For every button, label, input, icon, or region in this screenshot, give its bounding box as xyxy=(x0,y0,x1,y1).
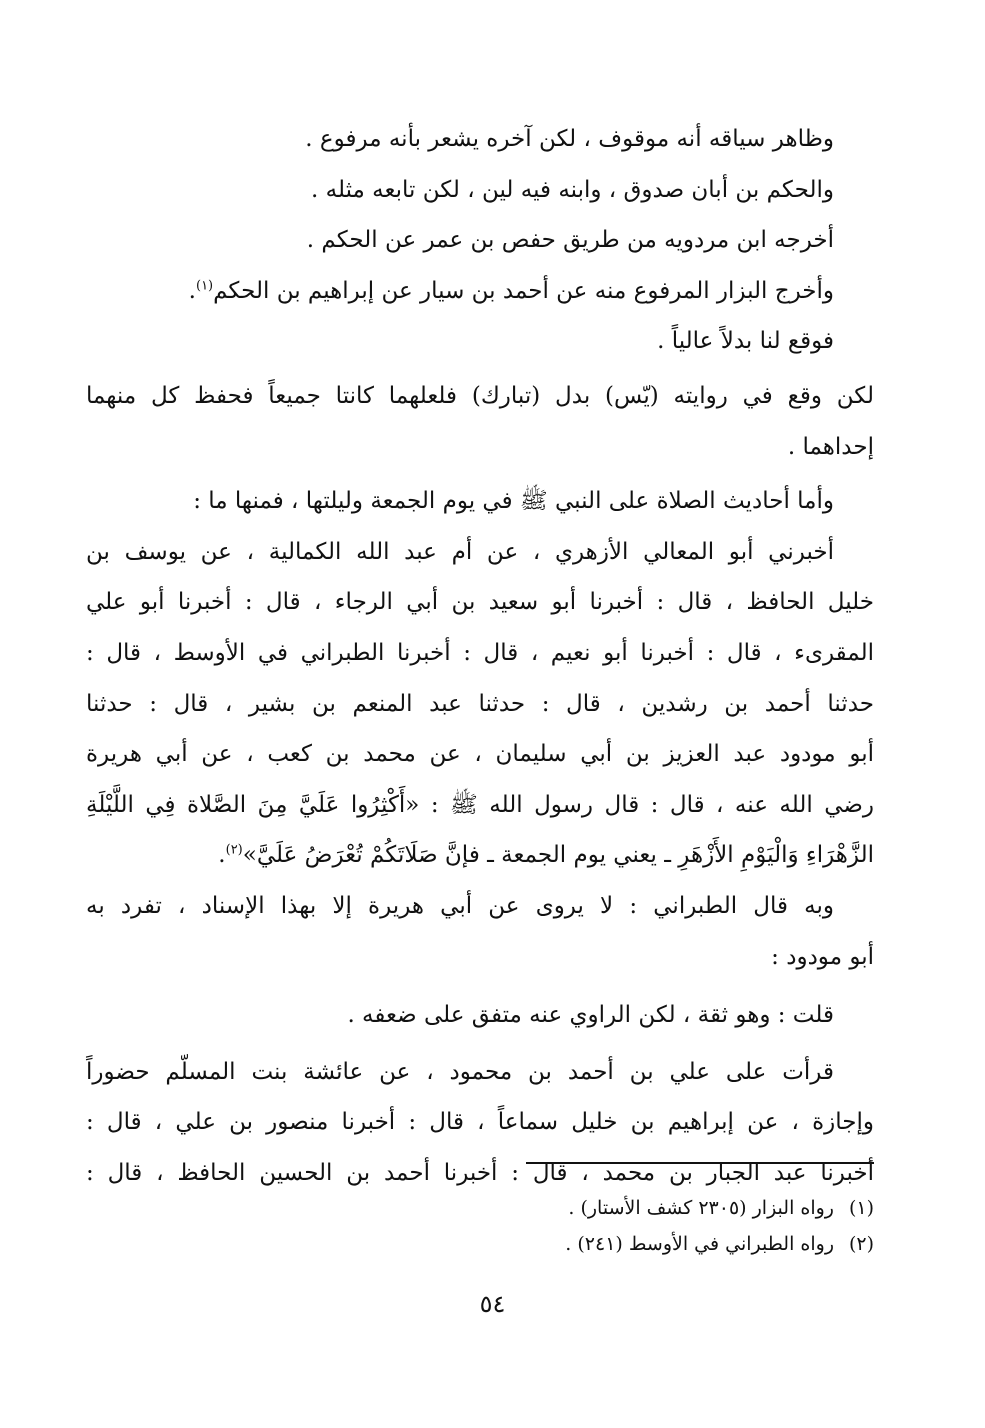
text-line: والحكم بن أبان صدوق ، وابنه فيه لين ، لكن تابعه مثله . xyxy=(311,176,834,203)
text-line: وبه قال الطبراني : لا يروى عن أبي هريرة إلا بهذا الإسناد ، تفرد به xyxy=(86,892,834,919)
main-text xyxy=(86,114,874,1198)
text-line-with-footnote xyxy=(86,830,874,881)
text-line: خليل الحافظ ، قال : أخبرنا أبو سعيد بن أبي الرجاء ، قال : أخبرنا أبو علي xyxy=(86,589,874,616)
footnote-1 xyxy=(300,1190,874,1226)
text-line: أخبرنا عبد الجبار بن محمد ، قال : أخبرنا أحمد بن الحسين الحافظ ، قال : xyxy=(86,1159,874,1186)
text-line: فوقع لنا بدلاً عالياً . xyxy=(657,328,834,355)
footnote-ref-1: (١) xyxy=(195,278,214,294)
text-line: قرأت على علي بن أحمد بن محمود ، عن عائشة بنت المسلّم حضوراً xyxy=(86,1058,834,1085)
footnote-ref-2: (٢) xyxy=(225,842,243,858)
sentence-end: . xyxy=(218,842,226,869)
text-line: إحداهما . xyxy=(787,433,874,460)
footnote-number: (٢) xyxy=(848,1233,874,1255)
sentence-end: . xyxy=(188,277,196,304)
footnotes xyxy=(300,1190,874,1262)
footnote-text: رواه الطبراني في الأوسط (٢٤١) . xyxy=(565,1233,834,1255)
text-line: أخرجه ابن مردويه من طريق حفص بن عمر عن الحكم . xyxy=(306,227,834,254)
text-line: رضي الله عنه ، قال : قال رسول الله ﷺ : «أَكْثِرُوا عَلَيَّ مِنَ الصَّلاة فِي اللَّيْلَةِ xyxy=(86,791,874,818)
text-line-content: الزَّهْرَاءِ وَالْيَوْمِ الأَزْهَرِ ـ يعني يوم الجمعة ـ فإنَّ صَلَاتَكُمْ تُعْرَضُ عَلَيَّ» xyxy=(242,842,874,869)
text-line: وإجازة ، عن إبراهيم بن خليل سماعاً ، قال : أخبرنا منصور بن علي ، قال : xyxy=(86,1109,874,1136)
footnote-number: (١) xyxy=(848,1197,874,1219)
text-line: أخبرني أبو المعالي الأزهري ، عن أم عبد الله الكمالية ، عن يوسف بن xyxy=(86,538,834,565)
page-number: ٥٤ xyxy=(479,1290,506,1318)
footnote-text: رواه البزار (٢٣٠٥ كشف الأستار) . xyxy=(568,1197,834,1219)
text-line-content: وأخرج البزار المرفوع منه عن أحمد بن سيار عن إبراهيم بن الحكم xyxy=(213,277,834,304)
footnote-separator xyxy=(526,1162,874,1164)
text-line: أبو مودود عبد العزيز بن أبي سليمان ، عن محمد بن كعب ، عن أبي هريرة xyxy=(86,741,874,768)
text-line: وأما أحاديث الصلاة على النبي ﷺ في يوم الجمعة وليلتها ، فمنها ما : xyxy=(193,488,834,515)
footnote-2 xyxy=(300,1226,874,1262)
text-line: قلت : وهو ثقة ، لكن الراوي عنه متفق على ضعفه . xyxy=(347,1002,834,1029)
text-line: أبو مودود : xyxy=(771,943,874,970)
text-line-with-footnote xyxy=(86,266,874,317)
text-line: المقرىء ، قال : أخبرنا أبو نعيم ، قال : أخبرنا الطبراني في الأوسط ، قال : xyxy=(86,639,874,666)
text-line: وظاهر سياقه أنه موقوف ، لكن آخره يشعر بأنه مرفوع . xyxy=(305,126,834,152)
text-line: لكن وقع في روايته (يّس) بدل (تبارك) فلعلهما كانتا جميعاً فحفظ كل منهما xyxy=(86,382,874,409)
text-line: حدثنا أحمد بن رشدين ، قال : حدثنا عبد المنعم بن بشير ، قال : حدثنا xyxy=(86,690,874,717)
